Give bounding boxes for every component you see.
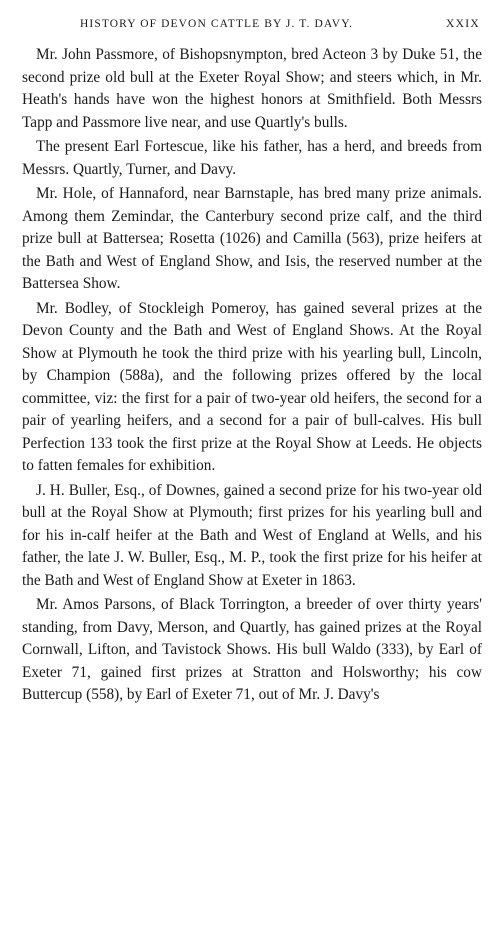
paragraph-hole: Mr. Hole, of Hannaford, near Barnstaple, has bred many prize animals. Among them Zemindar, the Canterbury second prize calf, and the third prize bull at Battersea; Rosetta (1026) and Camilla (563), prize heifers at the Bath and West of England Show, and Isis, the reserved number at the Battersea Show. (22, 185, 482, 292)
running-title: HISTORY OF DEVON CATTLE BY J. T. DAVY. (80, 18, 354, 30)
book-page (22, 14, 482, 709)
page-number: XXIX (446, 18, 480, 30)
running-head (22, 14, 482, 36)
paragraph-parsons: Mr. Amos Parsons, of Black Torrington, a breeder of over thirty years' standing, from Davy, Merson, and Quartly, has gained prizes at the Royal Cornwall, Lifton, and Tavistock Shows. His bull Waldo (333), by Earl of Exeter 71, gained first prizes at Stratton and Holsworthy; his cow Buttercup (558), by Earl of Exeter 71, out of Mr. J. Davy's (22, 596, 482, 703)
paragraph-fortescue: The present Earl Fortescue, like his father, has a herd, and breeds from Messrs. Quartly, Turner, and Davy. (22, 138, 482, 178)
paragraph-bodley: Mr. Bodley, of Stockleigh Pomeroy, has gained several prizes at the Devon County and the Bath and West of England Shows. At the Royal Show at Plymouth he took the third prize with his yearling bull, Lincoln, by Champion (588a), and the following prizes offered by the local committee, viz: the first for a pair of two-year old heifers, the second for a pair of yearling heifers, and a second for a pair of bull-calves. His bull Perfection 133 took the first prize at the Royal Show at Leeds. He objects to fatten females for exhibition. (22, 299, 482, 474)
body-text (22, 44, 482, 707)
paragraph-buller: J. H. Buller, Esq., of Downes, gained a second prize for his two-year old bull at the Royal Show at Plymouth; first prizes for his yearling bull and for his in-calf heifer at the Bath and West of England at Wells, and his father, the late J. W. Buller, Esq., M. P., took the first prize for his heifer at the Bath and West of England Show at Exeter in 1863. (22, 481, 482, 589)
paragraph-passmore: Mr. John Passmore, of Bishopsnympton, bred Acteon 3 by Duke 51, the second prize old bull at the Exeter Royal Show; and steers which, in Mr. Heath's hands have won the highest honors at Smithfield. Both Messrs Tapp and Passmore live near, and use Quartly's bulls. (22, 46, 482, 131)
